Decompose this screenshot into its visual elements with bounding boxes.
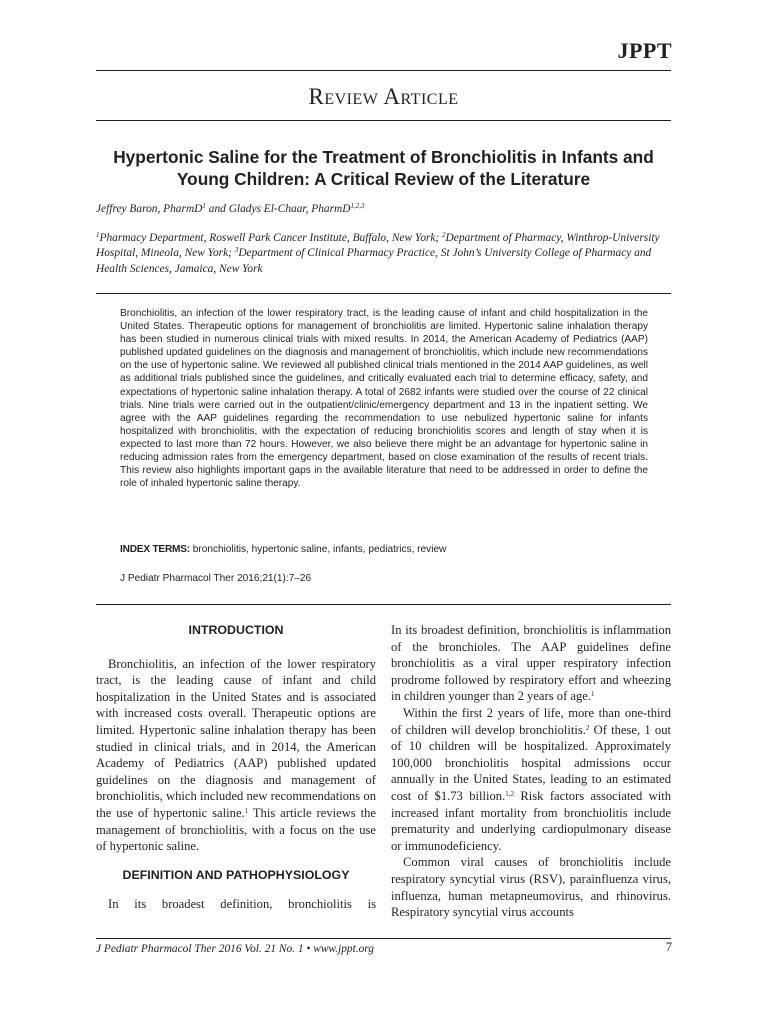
affiliation-marker: 2	[442, 231, 446, 239]
paragraph	[391, 705, 671, 854]
paragraph	[96, 656, 376, 855]
author-affiliation-marker: 1	[202, 202, 206, 210]
author-conjunction: and	[205, 203, 229, 215]
reference-marker: 1	[244, 806, 249, 815]
index-terms	[120, 544, 660, 555]
author-affiliation-marker: 1,2,3	[350, 202, 365, 210]
affiliation-text: Pharmacy Department, Roswell Park Cancer Institute, Buffalo, New York;	[99, 232, 443, 244]
paragraph-text: Risk factors associated with increased infant mortality from bronchiolitis include prematurity and underlying cardiopulmonary disease or immunodeficiency.	[391, 788, 671, 853]
citation: J Pediatr Pharmacol Ther 2016;21(1):7–26	[120, 573, 312, 584]
paragraph-text: Bronchiolitis, an infection of the lower respiratory tract, is the leading cause of infant and child hospitalization in the United States and is associated with increased costs overall. Therapeutic options are limited. Hypertonic saline inhalation therapy has been studied in clinical trials, and in 2014, the American Academy of Pediatrics (AAP) published updated guidelines on the diagnosis and management of bronchiolitis, which included new recommendations on the use of hypertonic saline.	[96, 656, 376, 820]
section-heading-definition: DEFINITION AND PATHOPHYSIOLOGY	[122, 867, 350, 882]
author-name: Jeffrey Baron, PharmD	[96, 203, 203, 215]
paragraph: In its broadest definition, bronchiolitis is	[108, 897, 376, 912]
author-name: Gladys El-Chaar, PharmD	[228, 203, 351, 215]
paragraph-text: Of these, 1 out of 10 children will be hospitalized. Approximately 100,000 bronchiolitis hospital admissions occur annually in the United States, leading to an estimated cost of $1.73 billion.	[391, 722, 671, 803]
footer-rule	[96, 938, 671, 939]
paragraph: Common viral causes of bronchiolitis include respiratory syncytial virus (RSV), parainfluenza virus, influenza, human metapneumovirus, and rhinovirus. Respiratory syncytial virus accounts	[391, 855, 671, 920]
author-line	[96, 203, 365, 215]
affiliation-marker: 3	[234, 246, 239, 255]
reference-marker: 1	[591, 690, 595, 699]
footer-journal-info: J Pediatr Pharmacol Ther 2016 Vol. 21 No. 1 • www.jppt.org	[96, 943, 374, 955]
abstract-rule-bottom	[96, 604, 671, 605]
right-column	[391, 622, 671, 921]
paragraph-text: This article reviews the management of bronchiolitis, with a focus on the use of hypertonic saline.	[96, 805, 376, 854]
index-terms-list: bronchiolitis, hypertonic saline, infants, pediatrics, review	[189, 544, 447, 555]
abstract-rule-top	[96, 293, 671, 294]
header-rule-top	[96, 70, 671, 71]
left-column	[96, 622, 376, 913]
section-heading-introduction: INTRODUCTION	[188, 623, 284, 637]
abstract: Bronchiolitis, an infection of the lower respiratory tract, is the leading cause of infant and child hospitalization in the United States. Therapeutic options for management of bronchiolitis are limited. Hypertonic saline inhalation therapy has been studied in numerous clinical trials with mixed results. In 2014, the American Academy of Pediatrics (AAP) published updated guidelines on the diagnosis and management of bronchiolitis, which include new recommendations on the use of hypertonic saline. We reviewed all published clinical trials mentioned in the 2014 AAP guidelines, as well as additional trials published since the guidelines, and critically evaluated each trial to determine efficacy, safety, and expectations of hypertonic saline inhalation therapy. A total of 2682 infants were studied over the course of 22 clinical trials. Nine trials were carried out in the outpatient/clinic/emergency department and 13 in the inpatient setting. We agree with the AAP guidelines regarding the recommendation to use nebulized hypertonic saline for infants hospitalized with bronchiolitis, with the expectation of reducing bronchiolitis scores and length of stay when it is expected to last more than 72 hours. However, we also believe there might be an advantage for hypertonic saline in reducing admission rates from the emergency department, based on close examination of the results of recent trials. This review also highlights important gaps in the available literature that need to be addressed in order to define the role of inhaled hypertonic saline therapy.	[120, 308, 648, 490]
affiliations	[96, 231, 671, 277]
reference-marker: 1,2	[505, 789, 515, 798]
affiliation-text: Department of Clinical Pharmacy Practice, St John’s University College of Pharmacy and Health Sciences, Jamaica, New York	[96, 247, 652, 275]
journal-mark: JPPT	[617, 38, 672, 63]
affiliation-marker: 1	[96, 231, 100, 239]
paragraph-text: In its broadest definition, bronchiolitis is inflammation of the bronchioles. The AAP guidelines define bronchiolitis as a viral upper respiratory infection prodrome followed by respiratory effort and wheezing in children younger than 2 years of age.	[391, 623, 671, 704]
paragraph-continued	[391, 622, 671, 705]
affiliation-text: Department of Pharmacy, Winthrop-University Hospital, Mineola, New York;	[96, 232, 660, 260]
page-number: 7	[665, 940, 672, 954]
article-title: Hypertonic Saline for the Treatment of Bronchiolitis in Infants and Young Children: A Critical Review of the Literature	[113, 147, 654, 189]
index-terms-label: INDEX TERMS:	[120, 544, 190, 555]
paragraph-text: Within the first 2 years of life, more than one-third of children will develop bronchiolitis.	[391, 705, 671, 737]
header-rule-bottom	[96, 120, 671, 121]
section-label: Review Article	[308, 84, 459, 109]
reference-marker: 2	[585, 723, 590, 732]
